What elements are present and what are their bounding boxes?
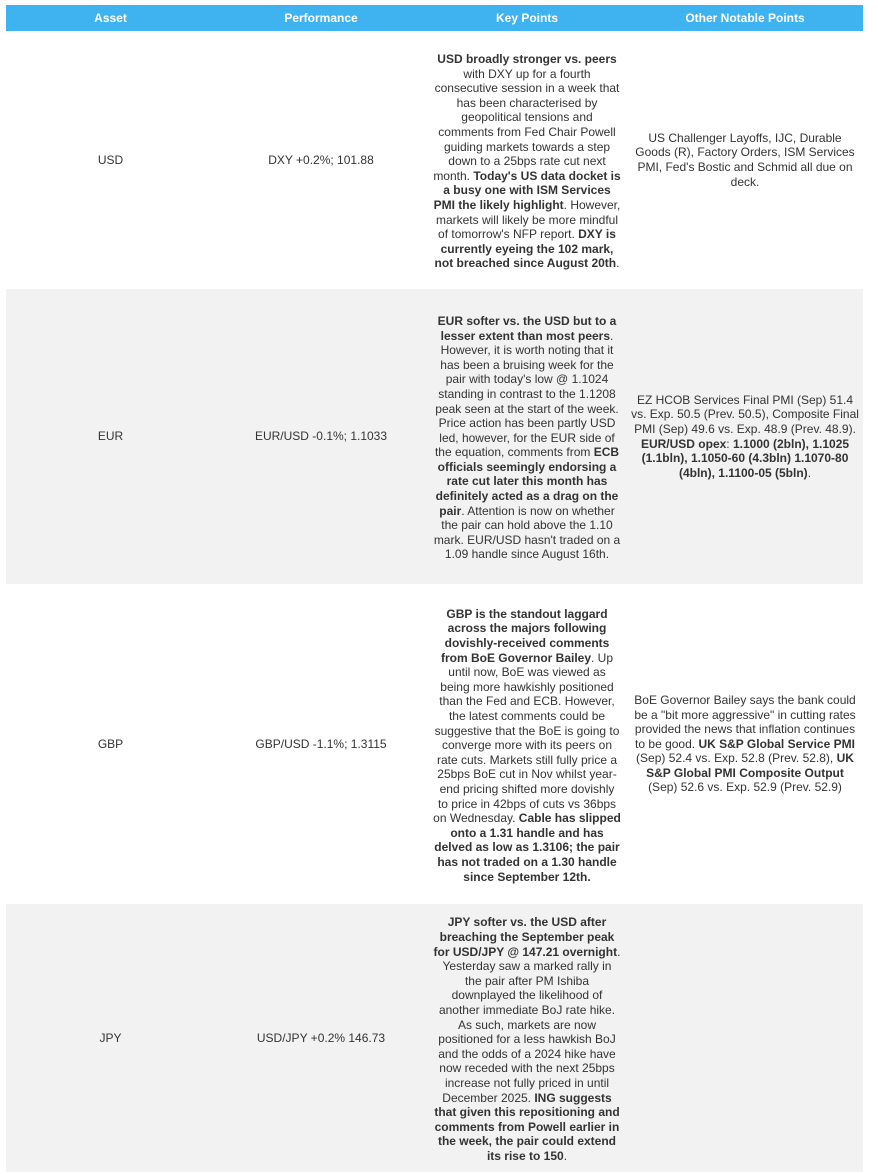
- bold-text: EUR softer vs. the USD but to a lesser extent than most peers: [437, 313, 617, 343]
- text-segment: . Yesterday saw a marked rally in the pair after PM Ishiba downplayed the likelihood of another immediate BoJ rate hike. As such, markets are now positioned for a less hawkish BoJ and the odds of a 2024 hike have now receded with the next 25bps increase not fully priced in until December 2025.: [438, 944, 621, 1105]
- bold-text: Cable has slipped onto a 1.31 handle and has delved as low as 1.3106; the pair has not traded on a 1.30 handle since September 12th.: [434, 811, 621, 884]
- text-segment: (Sep) 52.4 vs. Exp. 52.8 (Prev. 52.8),: [636, 751, 837, 766]
- text-segment: US Challenger Layoffs, IJC, Durable Goods (R), Factory Orders, ISM Services PMI, Fed's Bostic and Schmid all due on deck.: [635, 130, 855, 189]
- asset-cell: EUR: [6, 289, 215, 584]
- asset-cell: USD: [6, 31, 215, 289]
- bold-text: UK S&P Global Service PMI: [698, 736, 855, 751]
- key-points-cell: [427, 904, 627, 1172]
- performance-cell: USD/JPY +0.2% 146.73: [215, 904, 427, 1172]
- bold-text: USD broadly stronger vs. peers: [437, 52, 617, 67]
- bold-text: JPY softer vs. the USD after breaching the September peak for USD/JPY @ 147.21 overnight: [433, 915, 618, 959]
- text-segment: BoE Governor Bailey says the bank could be a "bit more aggressive" in cutting rates provided the news that inflation continues to be good.: [634, 692, 856, 751]
- asset-cell: JPY: [6, 904, 215, 1172]
- table-row: [6, 584, 863, 904]
- header-performance: Performance: [215, 5, 427, 31]
- performance-cell: EUR/USD -0.1%; 1.1033: [215, 289, 427, 584]
- performance-cell: DXY +0.2%; 101.88: [215, 31, 427, 289]
- text-segment: .: [563, 1148, 568, 1163]
- bold-text: 1.1000 (2bln), 1.1025 (1.1bln), 1.1050-60 (4.3bln) 1.1070-80 (4bln), 1.1100-05 (5bln): [641, 436, 850, 480]
- table-row: [6, 904, 863, 1172]
- other-notable-points-cell: [627, 289, 863, 584]
- text-segment: . Up until now, BoE was viewed as being more hawkishly positioned than the Fed and ECB. However, the latest comments could be suggestive that the BoE is going to converge more with its peers on rate cuts. Markets still fully price a 25bps BoE cut in Nov whilst year-end pricing shifted more dovishly to price in 42bps of cuts vs 36bps on Wednesday.: [433, 650, 620, 826]
- bold-text: DXY is currently eyeing the 102 mark, not breached since August 20th: [434, 227, 617, 271]
- table-header-row: [6, 5, 863, 31]
- header-key-points: Key Points: [427, 5, 627, 31]
- other-notable-points-cell: [627, 584, 863, 904]
- bold-text: ECB officials seemingly endorsing a rate cut later this month has definitely acted as a drag on the pair: [435, 445, 620, 518]
- bold-text: EUR/USD opex: [640, 436, 727, 451]
- text-segment: .: [616, 256, 620, 271]
- text-segment: . However, it is worth noting that it has been a bruising week for the pair with today's low @ 1.1024 standing in contrast to the 1.1208 peak seen at the start of the week. Price action has been partly USD led, however, for the EUR side of the equation, comments from: [434, 328, 619, 460]
- other-notable-points-cell: [627, 31, 863, 289]
- text-segment: :: [726, 436, 733, 451]
- performance-cell: GBP/USD -1.1%; 1.3115: [215, 584, 427, 904]
- text-segment: with DXY up for a fourth consecutive session in a week that has been characterised by geopolitical tensions and comments from Fed Chair Powell guiding markets towards a step down to a 25bps rate cut next month.: [433, 66, 620, 183]
- other-notable-points-cell: [627, 904, 863, 1172]
- key-points-cell: [427, 31, 627, 289]
- bold-text: ING suggests that given this repositioning and comments from Powell earlier in the week, the pair could extend its rise to 150: [434, 1090, 620, 1163]
- table-row: [6, 31, 863, 289]
- text-segment: EZ HCOB Services Final PMI (Sep) 51.4 vs. Exp. 50.5 (Prev. 50.5), Composite Final PMI (Sep) 49.6 vs. Exp. 48.9 (Prev. 48.9).: [631, 392, 859, 436]
- key-points-cell: [427, 584, 627, 904]
- asset-cell: GBP: [6, 584, 215, 904]
- header-asset: Asset: [6, 5, 215, 31]
- key-points-cell: [427, 289, 627, 584]
- bold-text: Today's US data docket is a busy one with ISM Services PMI the likely highlight: [433, 168, 621, 212]
- text-segment: (Sep) 52.6 vs. Exp. 52.9 (Prev. 52.9): [648, 780, 842, 795]
- table-row: [6, 289, 863, 584]
- text-segment: .: [807, 465, 812, 480]
- bold-text: GBP is the standout laggard across the majors following dovishly-received comments from BoE Governor Bailey: [440, 606, 610, 665]
- text-segment: . However, markets will likely be more mindful of tomorrow's NFP report.: [435, 197, 621, 242]
- text-segment: . Attention is now on whether the pair can hold above the 1.10 mark. EUR/USD hasn't traded on a 1.09 handle since August 16th.: [433, 503, 621, 562]
- fx-summary-table: [6, 5, 863, 1172]
- bold-text: UK S&P Global PMI Composite Output: [646, 751, 854, 780]
- header-other-notable-points: Other Notable Points: [627, 5, 863, 31]
